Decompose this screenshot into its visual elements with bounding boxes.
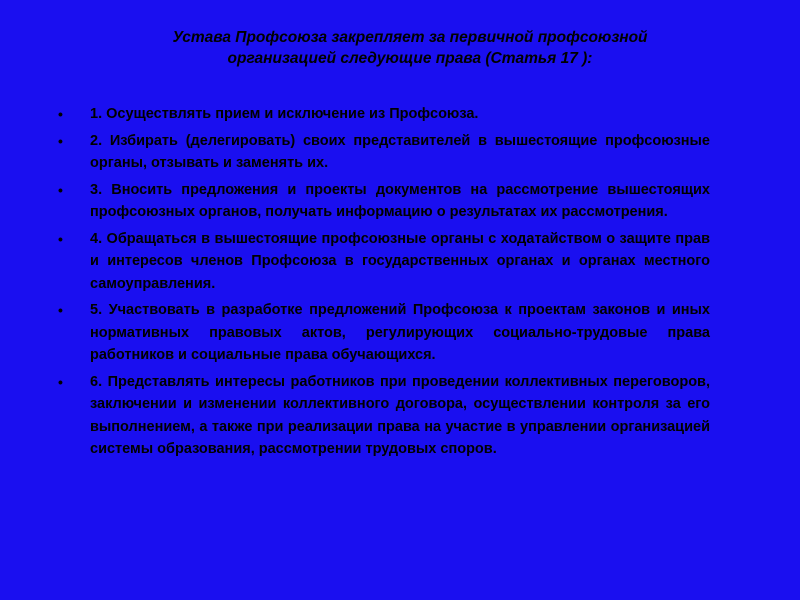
list-item-text: 3. Вносить предложения и проекты документов на рассмотрение вышестоящих профсоюзных органов, получать информацию о результатах их рассмотрения. [90, 181, 710, 220]
list-item [58, 130, 710, 175]
slide-title [80, 27, 740, 69]
list-item-text: 4. Обращаться в вышестоящие профсоюзные органы с ходатайством о защите прав и интересов членов Профсоюза в государственных органах и органах местного самоуправления. [90, 230, 710, 292]
rights-list [58, 103, 710, 465]
list-item-text: 6. Представлять интересы работников при проведении коллективных переговоров, заключении и изменении коллективного договора, осуществлении контроля за его выполнением, а также при реализации права на участие в управлении организацией системы образования, рассмотрении трудовых споров. [90, 373, 710, 457]
bullet-icon: • [58, 106, 63, 122]
list-item-text: 2. Избирать (делегировать) своих представителей в вышестоящие профсоюзные органы, отзывать и заменять их. [90, 132, 710, 171]
title-line-2: организацией следующие права (Статья 17 ): [227, 50, 593, 67]
bullet-icon: • [58, 373, 63, 390]
bullet-icon: • [58, 230, 63, 247]
list-item [58, 179, 710, 224]
list-item [58, 228, 710, 296]
list-item-text: 5. Участвовать в разработке предложений Профсоюза к проектам законов и иных нормативных правовых актов, регулирующих социально-трудовые права работников и социальные права обучающихся. [90, 302, 710, 363]
list-item [58, 299, 710, 367]
bullet-icon: • [58, 132, 63, 149]
bullet-icon: • [58, 181, 63, 198]
list-item [58, 371, 710, 461]
bullet-icon: • [58, 302, 63, 318]
list-item [58, 103, 710, 126]
title-line-1: Устава Профсоюза закрепляет за первичной профсоюзной [172, 29, 648, 46]
list-item-text: 1. Осуществлять прием и исключение из Профсоюза. [90, 106, 479, 122]
